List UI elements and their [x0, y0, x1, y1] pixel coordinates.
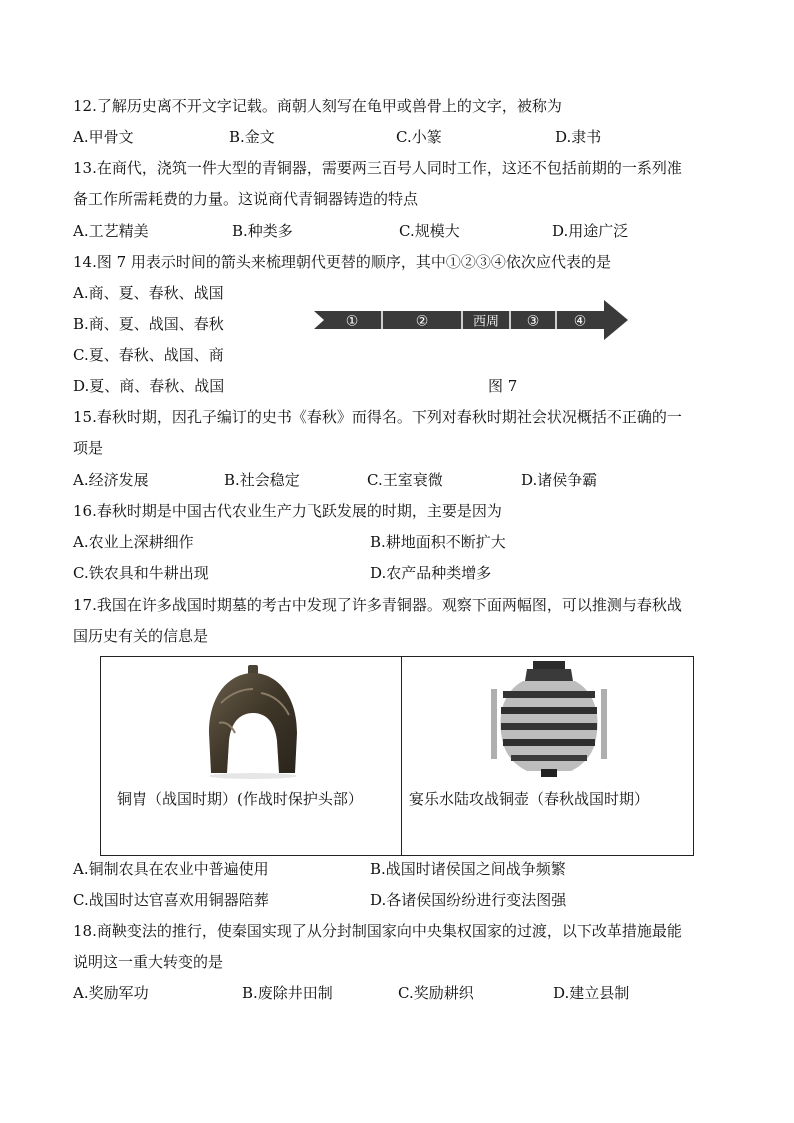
q13-stem-line1: 13.在商代，浇筑一件大型的青铜器，需要两三百号人同时工作，这还不包括前期的一系列准 — [73, 159, 682, 177]
q16-option-b[interactable]: B.耕地面积不断扩大 — [370, 533, 506, 551]
q15-option-d[interactable]: D.诸侯争霸 — [521, 471, 598, 489]
q15-option-c[interactable]: C.王室衰微 — [367, 471, 443, 489]
q12-option-a[interactable]: A.甲骨文 — [73, 128, 134, 146]
q13-stem-line2: 备工作所需耗费的力量。这说商代青铜器铸造的特点 — [73, 190, 419, 208]
q18-option-d[interactable]: D.建立县制 — [553, 984, 630, 1002]
q14-option-c[interactable]: C.夏、春秋、战国、商 — [73, 346, 224, 364]
q16-option-d[interactable]: D.农产品种类增多 — [370, 564, 492, 582]
arrow-label-xizhou: 西周 — [472, 314, 500, 330]
arrow-label-2: ② — [415, 313, 429, 330]
q14-option-a[interactable]: A.商、夏、春秋、战国 — [73, 284, 224, 302]
q12-option-c[interactable]: C.小篆 — [396, 128, 442, 146]
q15-option-a[interactable]: A.经济发展 — [73, 471, 149, 489]
q18-option-b[interactable]: B.废除井田制 — [242, 984, 333, 1002]
bronze-pot-rubbing-image — [487, 659, 611, 779]
q18-stem-line2: 说明这一重大转变的是 — [73, 953, 224, 971]
q17-option-d[interactable]: D.各诸侯国纷纷进行变法图强 — [370, 891, 567, 909]
figure-7-caption: 图 7 — [488, 377, 518, 395]
q15-stem-line2: 项是 — [73, 439, 104, 457]
q13-option-a[interactable]: A.工艺精美 — [73, 222, 149, 240]
q15-option-b[interactable]: B.社会稳定 — [224, 471, 300, 489]
timeline-arrow-svg — [310, 298, 630, 342]
q16-option-a[interactable]: A.农业上深耕细作 — [73, 533, 194, 551]
q17-option-a[interactable]: A.铜制农具在农业中普遍使用 — [73, 860, 269, 878]
q13-option-b[interactable]: B.种类多 — [232, 222, 293, 240]
helmet-caption: 铜胄（战国时期）(作战时保护头部） — [117, 790, 363, 808]
q17-stem-line1: 17.我国在许多战国时期墓的考古中发现了许多青铜器。观察下面两幅图，可以推测与春秋战 — [73, 596, 682, 614]
timeline-arrow-figure — [310, 298, 630, 342]
q12-stem: 12.了解历史离不开文字记载。商朝人刻写在龟甲或兽骨上的文字，被称为 — [73, 97, 562, 115]
table-divider — [401, 657, 402, 855]
q12-option-b[interactable]: B.金文 — [229, 128, 275, 146]
artifact-image-table — [100, 656, 694, 856]
pot-caption: 宴乐水陆攻战铜壶（春秋战国时期） — [409, 790, 650, 808]
q17-stem-line2: 国历史有关的信息是 — [73, 627, 209, 645]
q14-option-b[interactable]: B.商、夏、战国、春秋 — [73, 315, 224, 333]
q18-option-c[interactable]: C.奖励耕织 — [398, 984, 474, 1002]
q17-option-b[interactable]: B.战国时诸侯国之间战争频繁 — [370, 860, 566, 878]
arrow-label-3: ③ — [526, 313, 540, 330]
q14-option-d[interactable]: D.夏、商、春秋、战国 — [73, 377, 225, 395]
q16-option-c[interactable]: C.铁农具和牛耕出现 — [73, 564, 209, 582]
arrow-label-1: ① — [345, 313, 359, 330]
q15-stem-line1: 15.春秋时期，因孔子编订的史书《春秋》而得名。下列对春秋时期社会状况概括不正确的一 — [73, 408, 682, 426]
q12-option-d[interactable]: D.隶书 — [555, 128, 602, 146]
arrow-label-4: ④ — [573, 313, 587, 330]
q16-stem: 16.春秋时期是中国古代农业生产力飞跃发展的时期，主要是因为 — [73, 502, 502, 520]
q13-option-c[interactable]: C.规模大 — [399, 222, 460, 240]
q17-option-c[interactable]: C.战国时达官喜欢用铜器陪葬 — [73, 891, 269, 909]
q13-option-d[interactable]: D.用途广泛 — [552, 222, 629, 240]
q18-stem-line1: 18.商鞅变法的推行，使秦国实现了从分封制国家向中央集权国家的过渡，以下改革措施最能 — [73, 922, 682, 940]
q14-stem: 14.图 7 用表示时间的箭头来梳理朝代更替的顺序，其中①②③④依次应代表的是 — [73, 253, 611, 271]
bronze-helmet-image — [201, 663, 305, 779]
q18-option-a[interactable]: A.奖励军功 — [73, 984, 149, 1002]
